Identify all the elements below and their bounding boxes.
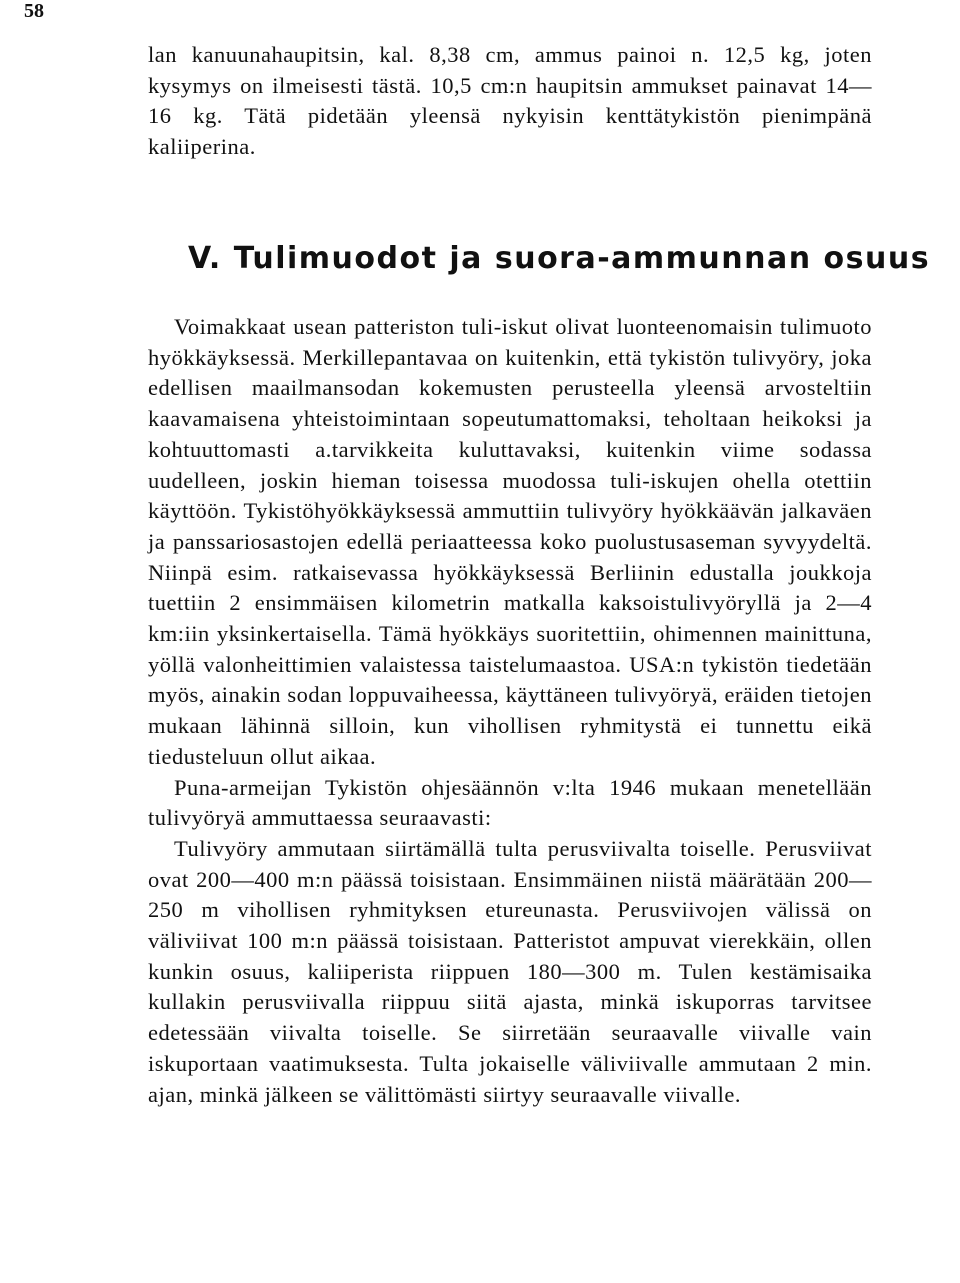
body-paragraph: Voimakkaat usean patteriston tuli-iskut olivat luonteenomaisin tulimuoto hyökkäyksessä. Merkillepantavaa on kuitenkin, että tykistön tulivyöry, joka edellisen maailmansodan kokemusten perusteella yleensä arvosteltiin kaavamaisena yhteistoimintaan sopeutumattomaksi, teholtaan heikoksi ja kohtuuttomasti a.tarvikkeita kuluttavaksi, kuitenkin viime sodassa uudelleen, joskin hieman toisessa muodossa tuli-iskujen ohella otettiin käyttöön. Tykistöhyökkäyksessä ammuttiin tulivyöry hyökkäävän jalkaväen ja panssariosastojen edellä periaatteessa koko puolustusaseman syvyydeltä. Niinpä esim. ratkaisevassa hyökkäyksessä Berliinin edustalla joukkoja tuettiin 2 ensimmäisen kilometrin matkalla kaksoistulivyöryllä ja 2—4 km:iin yksinkertaisella. Tämä hyökkäys suoritettiin, ohimennen mainittuna, yöllä valonheittimien valaistessa taistelumaastoa. USA:n tykistön tiedetään myös, ainakin sodan loppuvaiheessa, käyttäneen tulivyöryä, eräiden tietojen mukaan lähinnä silloin, kun vihollisen ryhmitystä ei tunnettu eikä tiedusteluun ollut aikaa. bbox=[148, 314, 872, 769]
intro-paragraph: lan kanuunahaupitsin, kal. 8,38 cm, ammus painoi n. 12,5 kg, joten kysymys on ilmeisesti tästä. 10,5 cm:n haupitsin ammukset painavat 14—16 kg. Tätä pidetään yleensä nykyisin kenttätykistön pienimpänä kaliiperina. bbox=[148, 42, 872, 160]
section-heading: V. Tulimuodot ja suora-ammunnan osuus bbox=[188, 241, 931, 276]
body-text-block bbox=[148, 312, 872, 1110]
intro-text-block bbox=[148, 40, 872, 163]
page-number: 58 bbox=[24, 0, 44, 22]
body-paragraph: Puna-armeijan Tykistön ohjesäännön v:lta 1946 mukaan menetellään tulivyöryä ammuttaessa seuraavasti: bbox=[148, 774, 872, 831]
body-paragraph: Tulivyöry ammutaan siirtämällä tulta perusviivalta toiselle. Perusviivat ovat 200—400 m:n päässä toisistaan. Ensimmäinen niistä määrätään 200—250 m vihollisen ryhmityksen etureunasta. Perusviivojen välissä on väliviivat 100 m:n päässä toisistaan. Patteristot ampuvat vierekkäin, ollen kunkin osuus, kaliiperista riippuen 180—300 m. Tulen kestämisaika kullakin perusviivalla riippuu siitä ajasta, minkä iskuporras tarvitsee edetessään viivalta toiselle. Se siirretään seuraavalle viivalle vain iskuportaan vaatimuksesta. Tulta jokaiselle väliviivalle ammutaan 2 min. ajan, minkä jälkeen se välittömästi siirtyy seuraavalle viivalle. bbox=[148, 835, 872, 1107]
